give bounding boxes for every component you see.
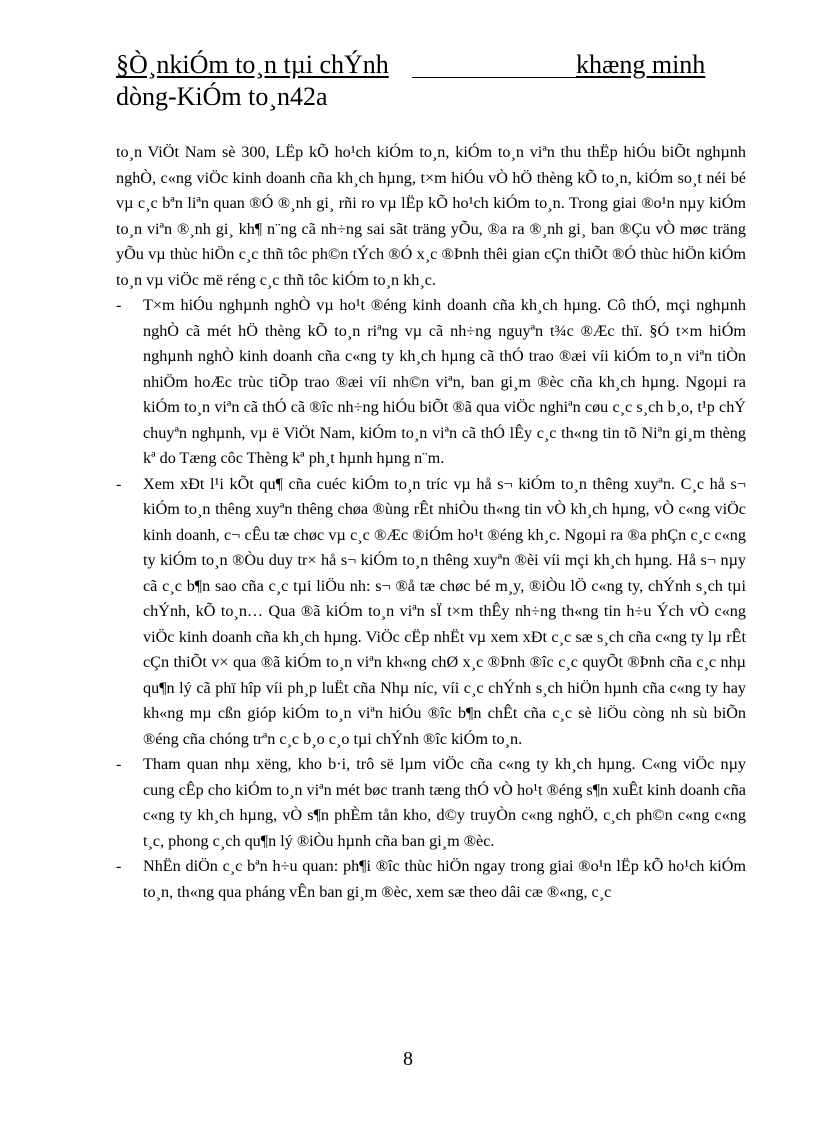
- page-header: [116, 50, 740, 112]
- bullet-dash: -: [116, 857, 122, 875]
- header-rule: [412, 77, 576, 78]
- list-item: [116, 752, 746, 854]
- header-author: khæng minh: [576, 50, 706, 79]
- list-item: [116, 293, 746, 472]
- list-item-text: Xem xÐt l¹i kÕt qu¶ cña cuéc kiÓm to¸n tríc vµ hå s¬ kiÓm to¸n thêng xuyªn. C¸c hå s¬ kiÓm to¸n thêng xuyªn thêng chøa ®ùng rÊt nhiÒu th«ng tin vÒ kh¸ch hµng, vÒ c«ng viÖc kinh doanh, c¬ cÊu tæ chøc vµ c¸c ®Æc ®iÓm ho¹t ®éng kh¸c. Ngoµi ra ®a phÇn c¸c c«ng ty kiÓm to¸n ®Òu duy tr× hå s¬ kiÓm to¸n thêng xuyªn ®èi víi mçi kh¸ch hµng. Hå s¬ nµy cã c¸c b¶n sao cña c¸c tµi liÖu nh: s¬ ®å tæ chøc bé m¸y, ®iÒu lÖ c«ng ty, chÝnh s¸ch tµi chÝnh, kÕ to¸n… Qua ®ã kiÓm to¸n viªn sÏ t×m thÊy nh÷ng th«ng tin h÷u Ých vÒ c«ng viÖc kinh doanh cña kh¸ch hµng. ViÖc cËp nhËt vµ xem xÐt c¸c sæ s¸ch cña c«ng ty lµ rÊt cÇn thiÕt v× qua ®ã kiÓm to¸n viªn kh«ng chØ x¸c ®Þnh ®îc c¸c quyÕt ®Þnh cña c¸c nhµ qu¶n lý cã phï hîp víi ph¸p luËt cña Nhµ níc, víi c¸c chÝnh s¸ch hiÖn hµnh cña c«ng ty hay kh«ng mµ cßn gióp kiÓm to¸n viªn hiÓu ®îc b¶n chÊt cña c¸c sè liÖu còng nh sù biÕn ®éng cña chóng trªn c¸c b¸o c¸o tµi chÝnh ®îc kiÓm to¸n.: [143, 474, 746, 748]
- page-number: 8: [403, 1048, 413, 1070]
- intro-paragraph: to¸n ViÖt Nam sè 300, LËp kÕ ho¹ch kiÓm to¸n, kiÓm to¸n viªn thu thËp hiÓu biÕt nghµnh nghÒ, c«ng viÖc kinh doanh cña kh¸ch hµng, t×m hiÓu vÒ hÖ thèng kÕ to¸n, kiÓm so¸t néi bé vµ c¸c bªn liªn quan ®Ó ®¸nh gi¸ rñi ro vµ lËp kÕ ho¹ch kiÓm to¸n. Trong giai ®o¹n nµy kiÓm to¸n viªn ®¸nh gi¸ kh¶ n¨ng cã nh÷ng sai sãt träng yÕu, ®a ra ®¸nh gi¸ ban ®Çu vÒ møc träng yÕu vµ thùc hiÖn c¸c thñ tôc ph©n tÝch ®Ó x¸c ®Þnh thêi gian cÇn thiÕt ®Ó thùc hiÖn kiÓm to¸n vµ viÖc më réng c¸c thñ tôc kiÓm to¸n kh¸c.: [116, 143, 746, 289]
- list-item: [116, 854, 746, 905]
- list-item-text: Tham quan nhµ xëng, kho b·i, trô së lµm viÖc cña c«ng ty kh¸ch hµng. C«ng viÖc nµy cung cÊp cho kiÓm to¸n viªn mét bøc tranh tæng thÓ vÒ ho¹t ®éng s¶n xuÊt kinh doanh cña c«ng ty kh¸ch hµng, vÒ s¶n phÈm tån kho, d©y truyÒn c«ng nghÖ, c¸ch ph©n c«ng c«ng t¸c, phong c¸ch qu¶n lý ®iÒu hµnh cña ban gi¸m ®èc.: [143, 755, 746, 850]
- list-item: [116, 472, 746, 753]
- bullet-list: [116, 293, 746, 905]
- header-title: §Ò¸nkiÓm to¸n tµi chÝnh: [116, 50, 389, 79]
- document-body: [116, 140, 746, 905]
- bullet-dash: -: [116, 474, 122, 493]
- bullet-dash: -: [116, 296, 122, 314]
- bullet-dash: -: [116, 755, 122, 773]
- list-item-text: T×m hiÓu nghµnh nghÒ vµ ho¹t ®éng kinh doanh cña kh¸ch hµng. Cô thÓ, mçi nghµnh nghÒ cã mét hÖ thèng kÕ to¸n riªng vµ cã nh÷ng nguyªn t¾c ®Æc thï. §Ó t×m hiÓm nghµnh nghÒ kinh doanh cña c«ng ty kh¸ch hµng cã thÓ trao ®æi víi kiÓm to¸n viªn tiÒn nhiÖm hoÆc trùc tiÕp trao ®æi víi nh©n viªn, ban gi¸m ®èc cña kh¸ch hµng. Ngoµi ra kiÓm to¸n viªn cã thÓ cã ®îc nh÷ng hiÓu biÕt ®ã qua viÖc nghiªn cøu c¸c s¸ch b¸o, t¹p chÝ chuyªn nghµnh, vµ ë ViÖt Nam, kiÓm to¸n viªn cã thÓ lÊy c¸c th«ng tin tõ Niªn gi¸m thèng kª do Tæng côc Thèng kª ph¸t hµnh hµng n¨m.: [143, 296, 746, 467]
- list-item-text: NhËn diÖn c¸c bªn h÷u quan: ph¶i ®îc thùc hiÖn ngay trong giai ®o¹n lËp kÕ ho¹ch kiÓm to¸n, th«ng qua pháng vÊn ban gi¸m ®èc, xem sæ theo dâi cæ ®«ng, c¸c: [143, 857, 746, 901]
- header-title-row: [116, 50, 740, 80]
- header-subtitle: dòng-KiÓm to¸n42a: [116, 82, 328, 111]
